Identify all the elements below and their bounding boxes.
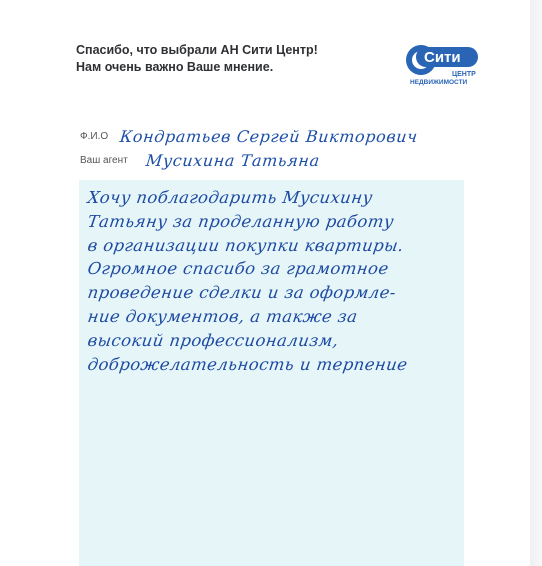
header-text bbox=[76, 42, 376, 76]
review-line: Хочу поблагодарить Мусихину bbox=[86, 188, 374, 207]
review-line: Огромное спасибо за грамотное bbox=[86, 259, 390, 279]
review-line: доброжелательность и терпение bbox=[86, 354, 409, 374]
review-line: в организации покупки квартиры. bbox=[86, 235, 406, 255]
fio-row bbox=[80, 122, 418, 146]
review-line: высокий профессионализм, bbox=[86, 330, 340, 350]
logo-sub-1: ЦЕНТР bbox=[452, 71, 476, 78]
agent-label: Ваш агент bbox=[80, 155, 128, 166]
company-logo bbox=[402, 42, 482, 88]
review-line: ние документов, а также за bbox=[86, 306, 359, 326]
review-line: проведение сделки и за оформле- bbox=[86, 283, 398, 303]
header-line-1: Спасибо, что выбрали АН Сити Центр! bbox=[76, 43, 318, 57]
agent-value: Мусихина Татьяна bbox=[145, 151, 321, 170]
header-line-2: Нам очень важно Ваше мнение. bbox=[76, 60, 274, 74]
logo-word: Сити bbox=[424, 49, 461, 66]
fio-label: Ф.И.О bbox=[80, 131, 109, 142]
fio-value: Кондратьев Сергей Викторович bbox=[119, 127, 419, 146]
review-text bbox=[86, 186, 506, 376]
scan-edge bbox=[530, 0, 542, 566]
review-line: Татьяну за проделанную работу bbox=[86, 211, 396, 231]
agent-row bbox=[80, 146, 320, 170]
logo-sub-2: НЕДВИЖИМОСТИ bbox=[410, 79, 468, 86]
